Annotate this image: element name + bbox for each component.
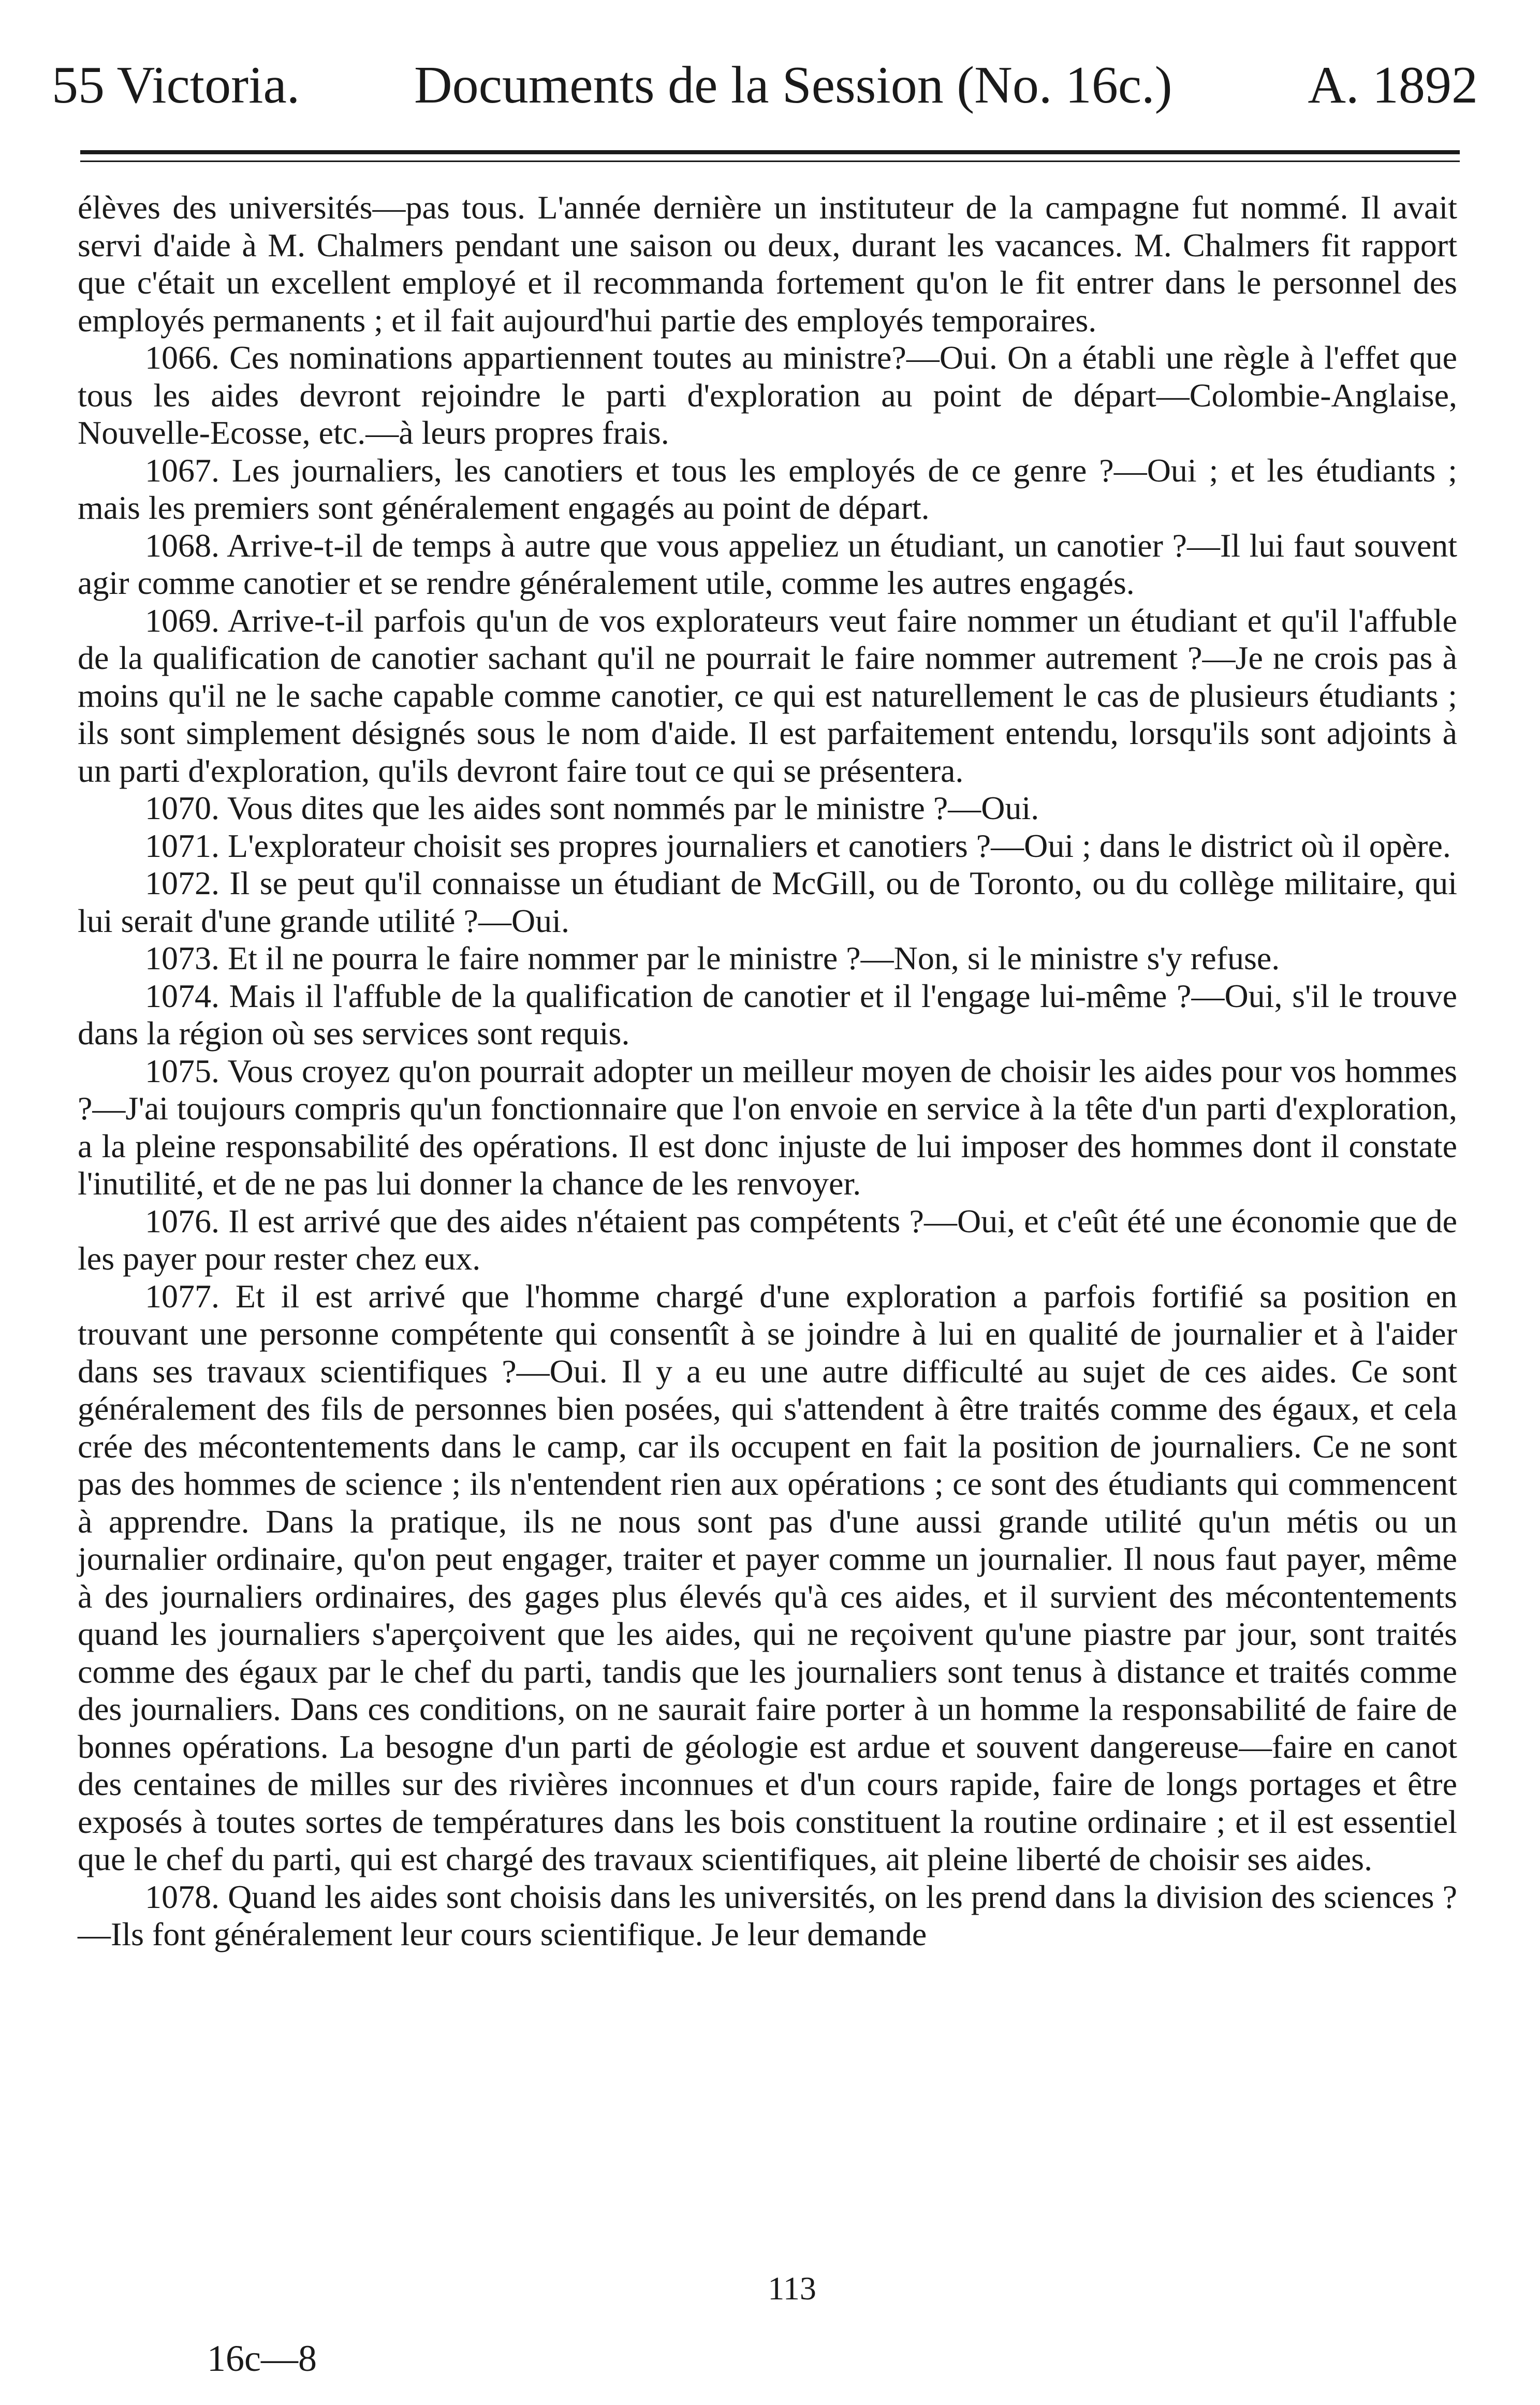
paragraph-1069: 1069. Arrive-t-il parfois qu'un de vos explorateurs veut faire nommer un étudiant et qu'il l'affuble de la qualification de canotier sachant qu'il ne pourrait le faire nommer autrement ?—Je ne crois pas à moins qu'il ne le sache capable comme canotier, ce qui est naturellement le cas de plusieurs étudiants ; ils sont simplement désignés sous le nom d'aide. Il est parfaitement entendu, lorsqu'ils sont adjoints à un parti d'exploration, qu'ils devront faire tout ce qui se présentera. bbox=[78, 602, 1457, 789]
paragraph-1071: 1071. L'explorateur choisit ses propres journaliers et canotiers ?—Oui ; dans le district où il opère. bbox=[145, 827, 1451, 864]
running-header bbox=[52, 49, 1478, 122]
body-text bbox=[78, 189, 1457, 1954]
page-number: 113 bbox=[768, 2270, 816, 2307]
printer-signature: 16c—8 bbox=[207, 2338, 317, 2379]
header-document-title: Documents de la Session (No. 16c.) bbox=[414, 56, 1172, 114]
paragraph-1077: 1077. Et il est arrivé que l'homme chargé d'une exploration a parfois fortifié sa position en trouvant une personne compétente qui consentît à se joindre à lui en qualité de journalier et à l'aider dans ses travaux scientifiques ?—Oui. Il y a eu une autre difficulté au sujet de ces aides. Ce sont généralement des fils de personnes bien posées, qui s'attendent à être traités comme des égaux, et cela crée des mécontentements dans le camp, car ils occupent en fait la position de journaliers. Ce ne sont pas des hommes de science ; ils n'entendent rien aux opérations ; ce sont des étudiants qui commencent à apprendre. Dans la pratique, ils ne nous sont pas d'une aussi grande utilité qu'un métis ou un journalier ordinaire, qu'on peut engager, traiter et payer comme un journalier. Il nous faut payer, même à des journaliers ordinaires, des gages plus élevés qu'à ces aides, et il survient des mécontentements quand les journaliers s'aperçoivent que les aides, qui ne reçoivent qu'une piastre par jour, sont traités comme des égaux par le chef du parti, tandis que les journaliers sont tenus à distance et traités comme des journaliers. Dans ces conditions, on ne saurait faire porter à un homme la responsabilité de faire de bonnes opérations. La besogne d'un parti de géologie est ardue et souvent dangereuse—faire en canot des centaines de milles sur des rivières inconnues et d'un cours rapide, faire de longs portages et être exposés à toutes sortes de températures dans les bois constituent la routine ordinaire ; et il est essentiel que le chef du parti, qui est chargé des travaux scientifiques, ait pleine liberté de choisir ses aides. bbox=[78, 1277, 1457, 1877]
paragraph-1067: 1067. Les journaliers, les canotiers et tous les employés de ce genre ?—Oui ; et les étudiants ; mais les premiers sont généralement engagés au point de départ. bbox=[78, 451, 1457, 526]
paragraph-1074: 1074. Mais il l'affuble de la qualification de canotier et il l'engage lui-même ?—Oui, s'il le trouve dans la région où ses services sont requis. bbox=[78, 977, 1457, 1052]
paragraph-1068: 1068. Arrive-t-il de temps à autre que vous appeliez un étudiant, un canotier ?—Il lui faut souvent agir comme canotier et se rendre généralement utile, comme les autres engagés. bbox=[78, 527, 1457, 601]
paragraph-1078: 1078. Quand les aides sont choisis dans les universités, on les prend dans la division des sciences ?—Ils font généralement leur cours scientifique. Je leur demande bbox=[78, 1878, 1457, 1952]
paragraph-1073: 1073. Et il ne pourra le faire nommer par le ministre ?—Non, si le ministre s'y refuse. bbox=[145, 940, 1280, 976]
paragraph-continuation: élèves des universités—pas tous. L'année dernière un instituteur de la campagne fut nommé. Il avait servi d'aide à M. Chalmers pendant une saison ou deux, durant les vacances. M. Chalmers fit rapport que c'était un excellent employé et il recommanda fortement qu'on le fit entrer dans le personnel des employés permanents ; et il fait aujourd'hui partie des employés temporaires. bbox=[78, 189, 1457, 339]
paragraph-1072: 1072. Il se peut qu'il connaisse un étudiant de McGill, ou de Toronto, ou du collège militaire, qui lui serait d'une grande utilité ?—Oui. bbox=[78, 865, 1457, 939]
header-regnal-year: 55 Victoria. bbox=[52, 56, 300, 114]
header-rule-thick bbox=[80, 150, 1460, 154]
paragraph-1066: 1066. Ces nominations appartiennent toutes au ministre?—Oui. On a établi une règle à l'effet que tous les aides devront rejoindre le parti d'exploration au point de départ—Colombie-Anglaise, Nouvelle-Ecosse, etc.—à leurs propres frais. bbox=[78, 339, 1457, 451]
paragraph-1070: 1070. Vous dites que les aides sont nommés par le ministre ?—Oui. bbox=[145, 790, 1039, 826]
paragraph-1075: 1075. Vous croyez qu'on pourrait adopter un meilleur moyen de choisir les aides pour vos hommes ?—J'ai toujours compris qu'un fonctionnaire que l'on envoie en service à la tête d'un parti d'exploration, a la pleine responsabilité des opérations. Il est donc injuste de lui imposer des hommes dont il constate l'inutilité, et de ne pas lui donner la chance de les renvoyer. bbox=[78, 1052, 1457, 1202]
header-rule-thin bbox=[80, 161, 1460, 162]
header-year: A. 1892 bbox=[1308, 56, 1478, 114]
paragraph-1076: 1076. Il est arrivé que des aides n'étaient pas compétents ?—Oui, et c'eût été une économie que de les payer pour rester chez eux. bbox=[78, 1202, 1457, 1277]
